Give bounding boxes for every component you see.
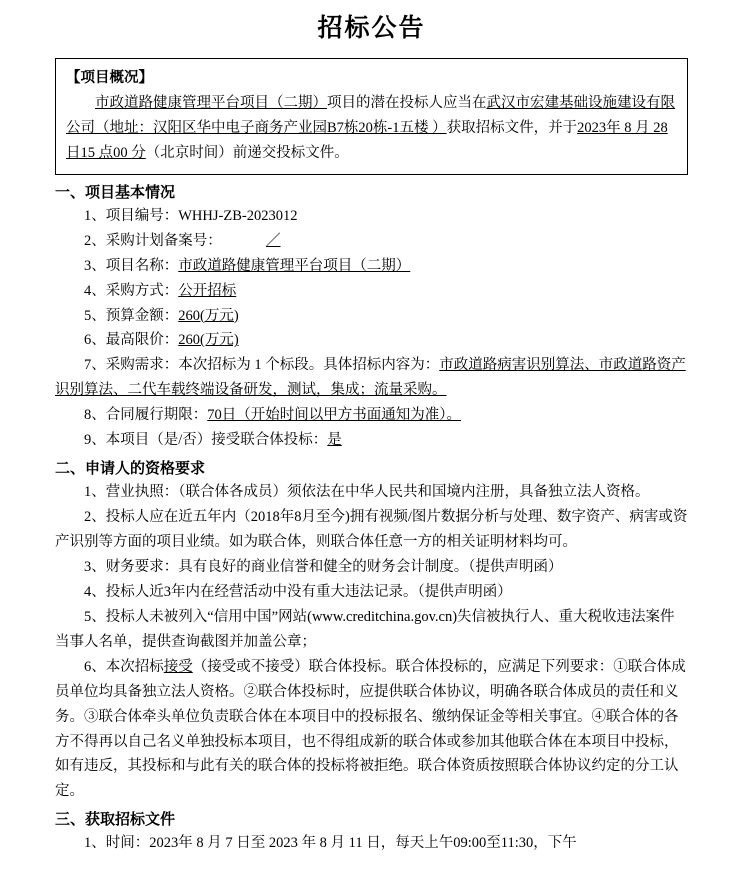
item-value: 是 xyxy=(327,432,342,449)
qualification-item-2: 2、投标人应在近五年内（2018年8月至今)拥有视频/图片数据分析与处理、数字资产、病害或资产识别等方面的项目业绩。如为联合体，则联合体任意一方的相关证明材料均可。 xyxy=(55,509,688,550)
joint-pre: 6、本次招标 xyxy=(84,658,164,675)
item-procurement-demand xyxy=(55,353,688,403)
item-label: 2、采购计划备案号： xyxy=(84,232,222,249)
item-label: 1、时间： xyxy=(84,835,150,852)
demand-lot-count: 1 xyxy=(254,357,262,374)
qualification-item-6 xyxy=(55,655,688,805)
item-label: 1、项目编号： xyxy=(84,207,179,224)
item-value: 公开招标 xyxy=(178,282,237,299)
demand-content: 市政道路病害识别算法、市政道路资产识别算法、二代车载终端设备研发，测试，集成；流量采购。 xyxy=(55,357,686,399)
overview-deadline-date: 2023年 8 月 28 日 xyxy=(66,119,668,161)
demand-mid: 个标段。具体招标内容为： xyxy=(265,357,440,374)
overview-mid-text: 项目的潜在投标人应当在 xyxy=(327,94,487,111)
overview-closing-text: （北京时间）前递交投标文件。 xyxy=(145,144,349,161)
document-page xyxy=(0,8,743,879)
item-contract-period xyxy=(55,403,688,428)
item-value: WHHJ-ZB-2023012 xyxy=(178,207,298,224)
project-overview-box xyxy=(55,58,688,175)
item-procurement-method xyxy=(55,279,688,304)
joint-accept-value: 接受 xyxy=(163,658,193,675)
qualification-item-5: 5、投标人未被列入“信用中国”网站(www.creditchina.gov.cn)失信被执行人、重大税收违法案件当事人名单，提供查询截图并加盖公章； xyxy=(55,608,675,650)
page-title: 招标公告 xyxy=(317,15,426,42)
item-value: 70日（开始时间以甲方书面通知为准）。 xyxy=(207,407,461,424)
joint-mid: （接受或不接受）联合体投标。联合体投标的，应满足下列要求：①联合体成员单位均具备独立法人资格。②联合体投标时，应提供联合体协议，明确各联合体成员的责任和义务。③联合体牵头单位负责联合体在本项目中的投标报名、缴纳保证金等相关事宜。④联合体的各方不得再以自己名义单独投标本项目，也不得组成新的联合体或参加其他联合体在本项目中投标，如有违反，其投标和与此有关的联合体的投标将被拒绝。联合体资质按照联合体协议约定的分工认定。 xyxy=(55,658,686,800)
item-label: 8、合同履行期限： xyxy=(84,407,208,424)
qualification-item-1: 1、营业执照：（联合体各成员）须依法在中华人民共和国境内注册，具备独立法人资格。 xyxy=(84,484,650,501)
overview-body xyxy=(66,91,677,166)
item-label: 3、项目名称： xyxy=(84,257,179,274)
item-value: ／ xyxy=(266,232,281,249)
item-value: 市政道路健康管理平台项目（二期） xyxy=(178,257,411,274)
qualification-item-3: 3、财务要求：具有良好的商业信誉和健全的财务会计制度。（提供声明函） xyxy=(84,558,563,575)
section-heading-3: 三、获取招标文件 xyxy=(55,812,176,829)
demand-pre: 本次招标为 xyxy=(178,357,251,374)
item-label: 4、采购方式： xyxy=(84,282,179,299)
section-heading-2: 二、申请人的资格要求 xyxy=(55,461,206,478)
acquisition-time-line xyxy=(55,831,688,856)
section-heading-1: 一、项目基本情况 xyxy=(55,184,176,201)
item-joint-bid-accepted xyxy=(55,428,688,453)
item-value: 260(万元) xyxy=(178,307,239,324)
item-value: 2023年 8 月 7 日至 2023 年 8 月 11 日，每天上午09:00至11:30，下午 xyxy=(149,835,577,852)
demand-label: 7、采购需求： xyxy=(84,357,179,374)
item-budget-amount xyxy=(55,304,688,329)
item-project-name xyxy=(55,254,688,279)
overview-project-name: 市政道路健康管理平台项目（二期） xyxy=(95,94,327,111)
item-label: 6、最高限价： xyxy=(84,332,179,349)
item-label: 9、本项目（是/否）接受联合体投标： xyxy=(84,432,328,449)
item-max-price xyxy=(55,328,688,353)
item-plan-record-number xyxy=(55,229,688,254)
overview-deadline-time: 15 点00 分 xyxy=(80,144,146,161)
item-label: 5、预算金额： xyxy=(84,307,179,324)
overview-heading: 【项目概况】 xyxy=(66,70,153,86)
overview-tail-text: 获取招标文件，并于 xyxy=(446,119,578,136)
overview-supplier: 武汉市宏建基础设施建设有限公司（地址：汉阳区华中电子商务产业园B7栋20栋-1五楼 ） xyxy=(66,94,675,136)
item-project-number xyxy=(55,204,688,229)
item-value: 260(万元) xyxy=(178,332,239,349)
qualification-item-4: 4、投标人近3年内在经营活动中没有重大违法记录。（提供声明函） xyxy=(84,583,512,600)
